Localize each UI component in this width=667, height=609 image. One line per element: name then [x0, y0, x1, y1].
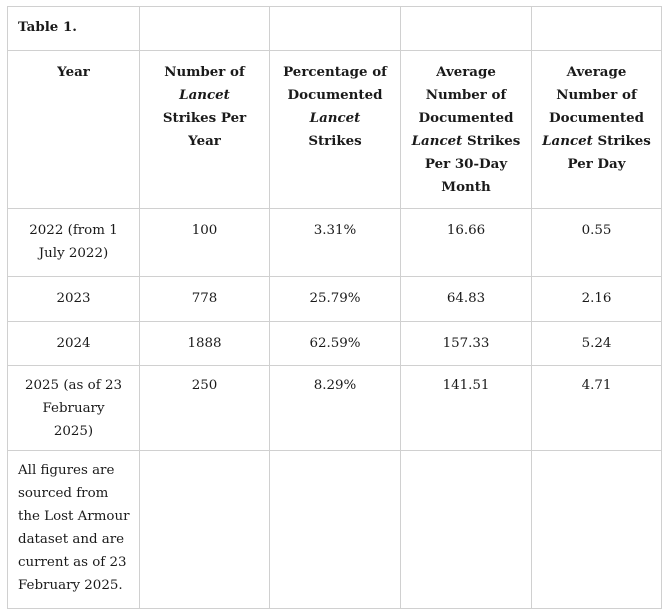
- cell-percentage: 8.29%: [270, 366, 401, 451]
- caption-row: [8, 7, 662, 51]
- cell-strikes: 100: [140, 209, 270, 277]
- empty-cell: [532, 451, 662, 609]
- table-row: [8, 322, 662, 366]
- cell-year: 2024: [8, 322, 140, 366]
- header-avg-day: Average Number of Documented Lancet Strikes Per Day: [532, 51, 662, 209]
- cell-avg-month: 141.51: [401, 366, 532, 451]
- empty-cell: [270, 451, 401, 609]
- cell-strikes: 250: [140, 366, 270, 451]
- cell-avg-day: 2.16: [532, 277, 662, 322]
- cell-avg-month: 64.83: [401, 277, 532, 322]
- cell-avg-day: 4.71: [532, 366, 662, 451]
- note-row: [8, 451, 662, 609]
- header-row: [8, 51, 662, 209]
- table-caption: Table 1.: [8, 7, 140, 51]
- lancet-strikes-table: [7, 6, 662, 609]
- header-strikes-per-year: Number of Lancet Strikes Per Year: [140, 51, 270, 209]
- header-avg-month: Average Number of Documented Lancet Strikes Per 30-Day Month: [401, 51, 532, 209]
- table-note: All figures are sourced from the Lost Armour dataset and are current as of 23 February 2025.: [8, 451, 140, 609]
- cell-year: 2023: [8, 277, 140, 322]
- empty-cell: [532, 7, 662, 51]
- cell-avg-day: 0.55: [532, 209, 662, 277]
- cell-year: 2025 (as of 23 February 2025): [8, 366, 140, 451]
- cell-avg-day: 5.24: [532, 322, 662, 366]
- header-year: Year: [8, 51, 140, 209]
- table-row: [8, 277, 662, 322]
- cell-avg-month: 16.66: [401, 209, 532, 277]
- cell-year: 2022 (from 1 July 2022): [8, 209, 140, 277]
- cell-avg-month: 157.33: [401, 322, 532, 366]
- cell-percentage: 3.31%: [270, 209, 401, 277]
- cell-percentage: 25.79%: [270, 277, 401, 322]
- header-percentage: Percentage of Documented Lancet Strikes: [270, 51, 401, 209]
- table-row: [8, 366, 662, 451]
- table-row: [8, 209, 662, 277]
- cell-strikes: 1888: [140, 322, 270, 366]
- empty-cell: [140, 451, 270, 609]
- empty-cell: [401, 451, 532, 609]
- cell-strikes: 778: [140, 277, 270, 322]
- cell-percentage: 62.59%: [270, 322, 401, 366]
- empty-cell: [401, 7, 532, 51]
- empty-cell: [140, 7, 270, 51]
- empty-cell: [270, 7, 401, 51]
- table-container: [7, 6, 662, 609]
